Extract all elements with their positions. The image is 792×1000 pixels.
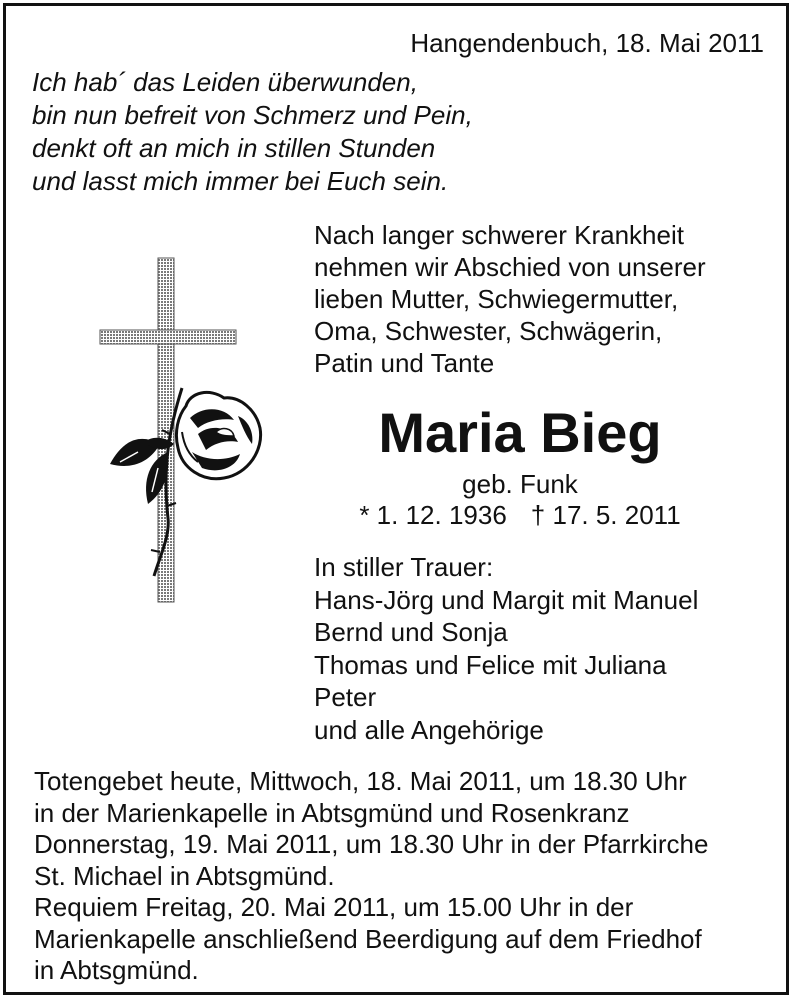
- life-dates: [306, 499, 734, 531]
- maiden-name: geb. Funk: [462, 469, 578, 499]
- intro-line: Patin und Tante: [314, 348, 495, 378]
- mourners-list: [314, 551, 698, 746]
- place-and-date: Hangendenbuch, 18. Mai 2011: [410, 28, 764, 58]
- mourners-line: Hans-Jörg und Margit mit Manuel: [314, 584, 699, 615]
- poem: [32, 66, 473, 198]
- poem-line: und lasst mich immer bei Euch sein.: [32, 166, 449, 196]
- mourners-line: Peter: [314, 682, 377, 712]
- intro-text: [314, 219, 706, 379]
- deceased-name: Maria Bieg: [378, 401, 662, 464]
- intro-line: nehmen wir Abschied von unserer: [314, 252, 706, 282]
- poem-line: bin nun befreit von Schmerz und Pein,: [32, 100, 473, 130]
- mourners-line: In stiller Trauer:: [314, 552, 494, 582]
- poem-line: denkt oft an mich in stillen Stunden: [32, 133, 436, 163]
- mourners-line: Bernd und Sonja: [314, 617, 508, 647]
- service-details: [34, 766, 708, 987]
- cross-icon: [98, 256, 274, 606]
- mourners-line: und alle Angehörige: [314, 714, 544, 745]
- service-line: in der Marienkapelle in Abtsgmünd und Rosenkranz: [34, 797, 630, 828]
- intro-line: Oma, Schwester, Schwägerin,: [314, 316, 663, 346]
- poem-line: Ich hab´ das Leiden überwunden,: [32, 67, 418, 97]
- birth-date: * 1. 12. 1936: [359, 500, 507, 530]
- cross-and-rose-emblem: [98, 256, 274, 606]
- service-line: Donnerstag, 19. Mai 2011, um 18.30 Uhr in der Pfarrkirche: [34, 829, 709, 859]
- death-date: † 17. 5. 2011: [530, 500, 681, 530]
- service-line: in Abtsgmünd.: [34, 955, 199, 985]
- obituary-frame: [3, 3, 789, 995]
- service-line: St. Michael in Abtsgmünd.: [34, 860, 335, 891]
- intro-line: Nach langer schwerer Krankheit: [314, 220, 684, 250]
- intro-line: lieben Mutter, Schwiegermutter,: [314, 284, 679, 314]
- service-line: Totengebet heute, Mittwoch, 18. Mai 2011, um 18.30 Uhr: [34, 766, 687, 796]
- service-line: Requiem Freitag, 20. Mai 2011, um 15.00 Uhr in der: [34, 892, 634, 922]
- service-line: Marienkapelle anschließend Beerdigung auf dem Friedhof: [34, 923, 702, 954]
- mourners-line: Thomas und Felice mit Juliana: [314, 649, 667, 680]
- rose-icon: [110, 392, 261, 504]
